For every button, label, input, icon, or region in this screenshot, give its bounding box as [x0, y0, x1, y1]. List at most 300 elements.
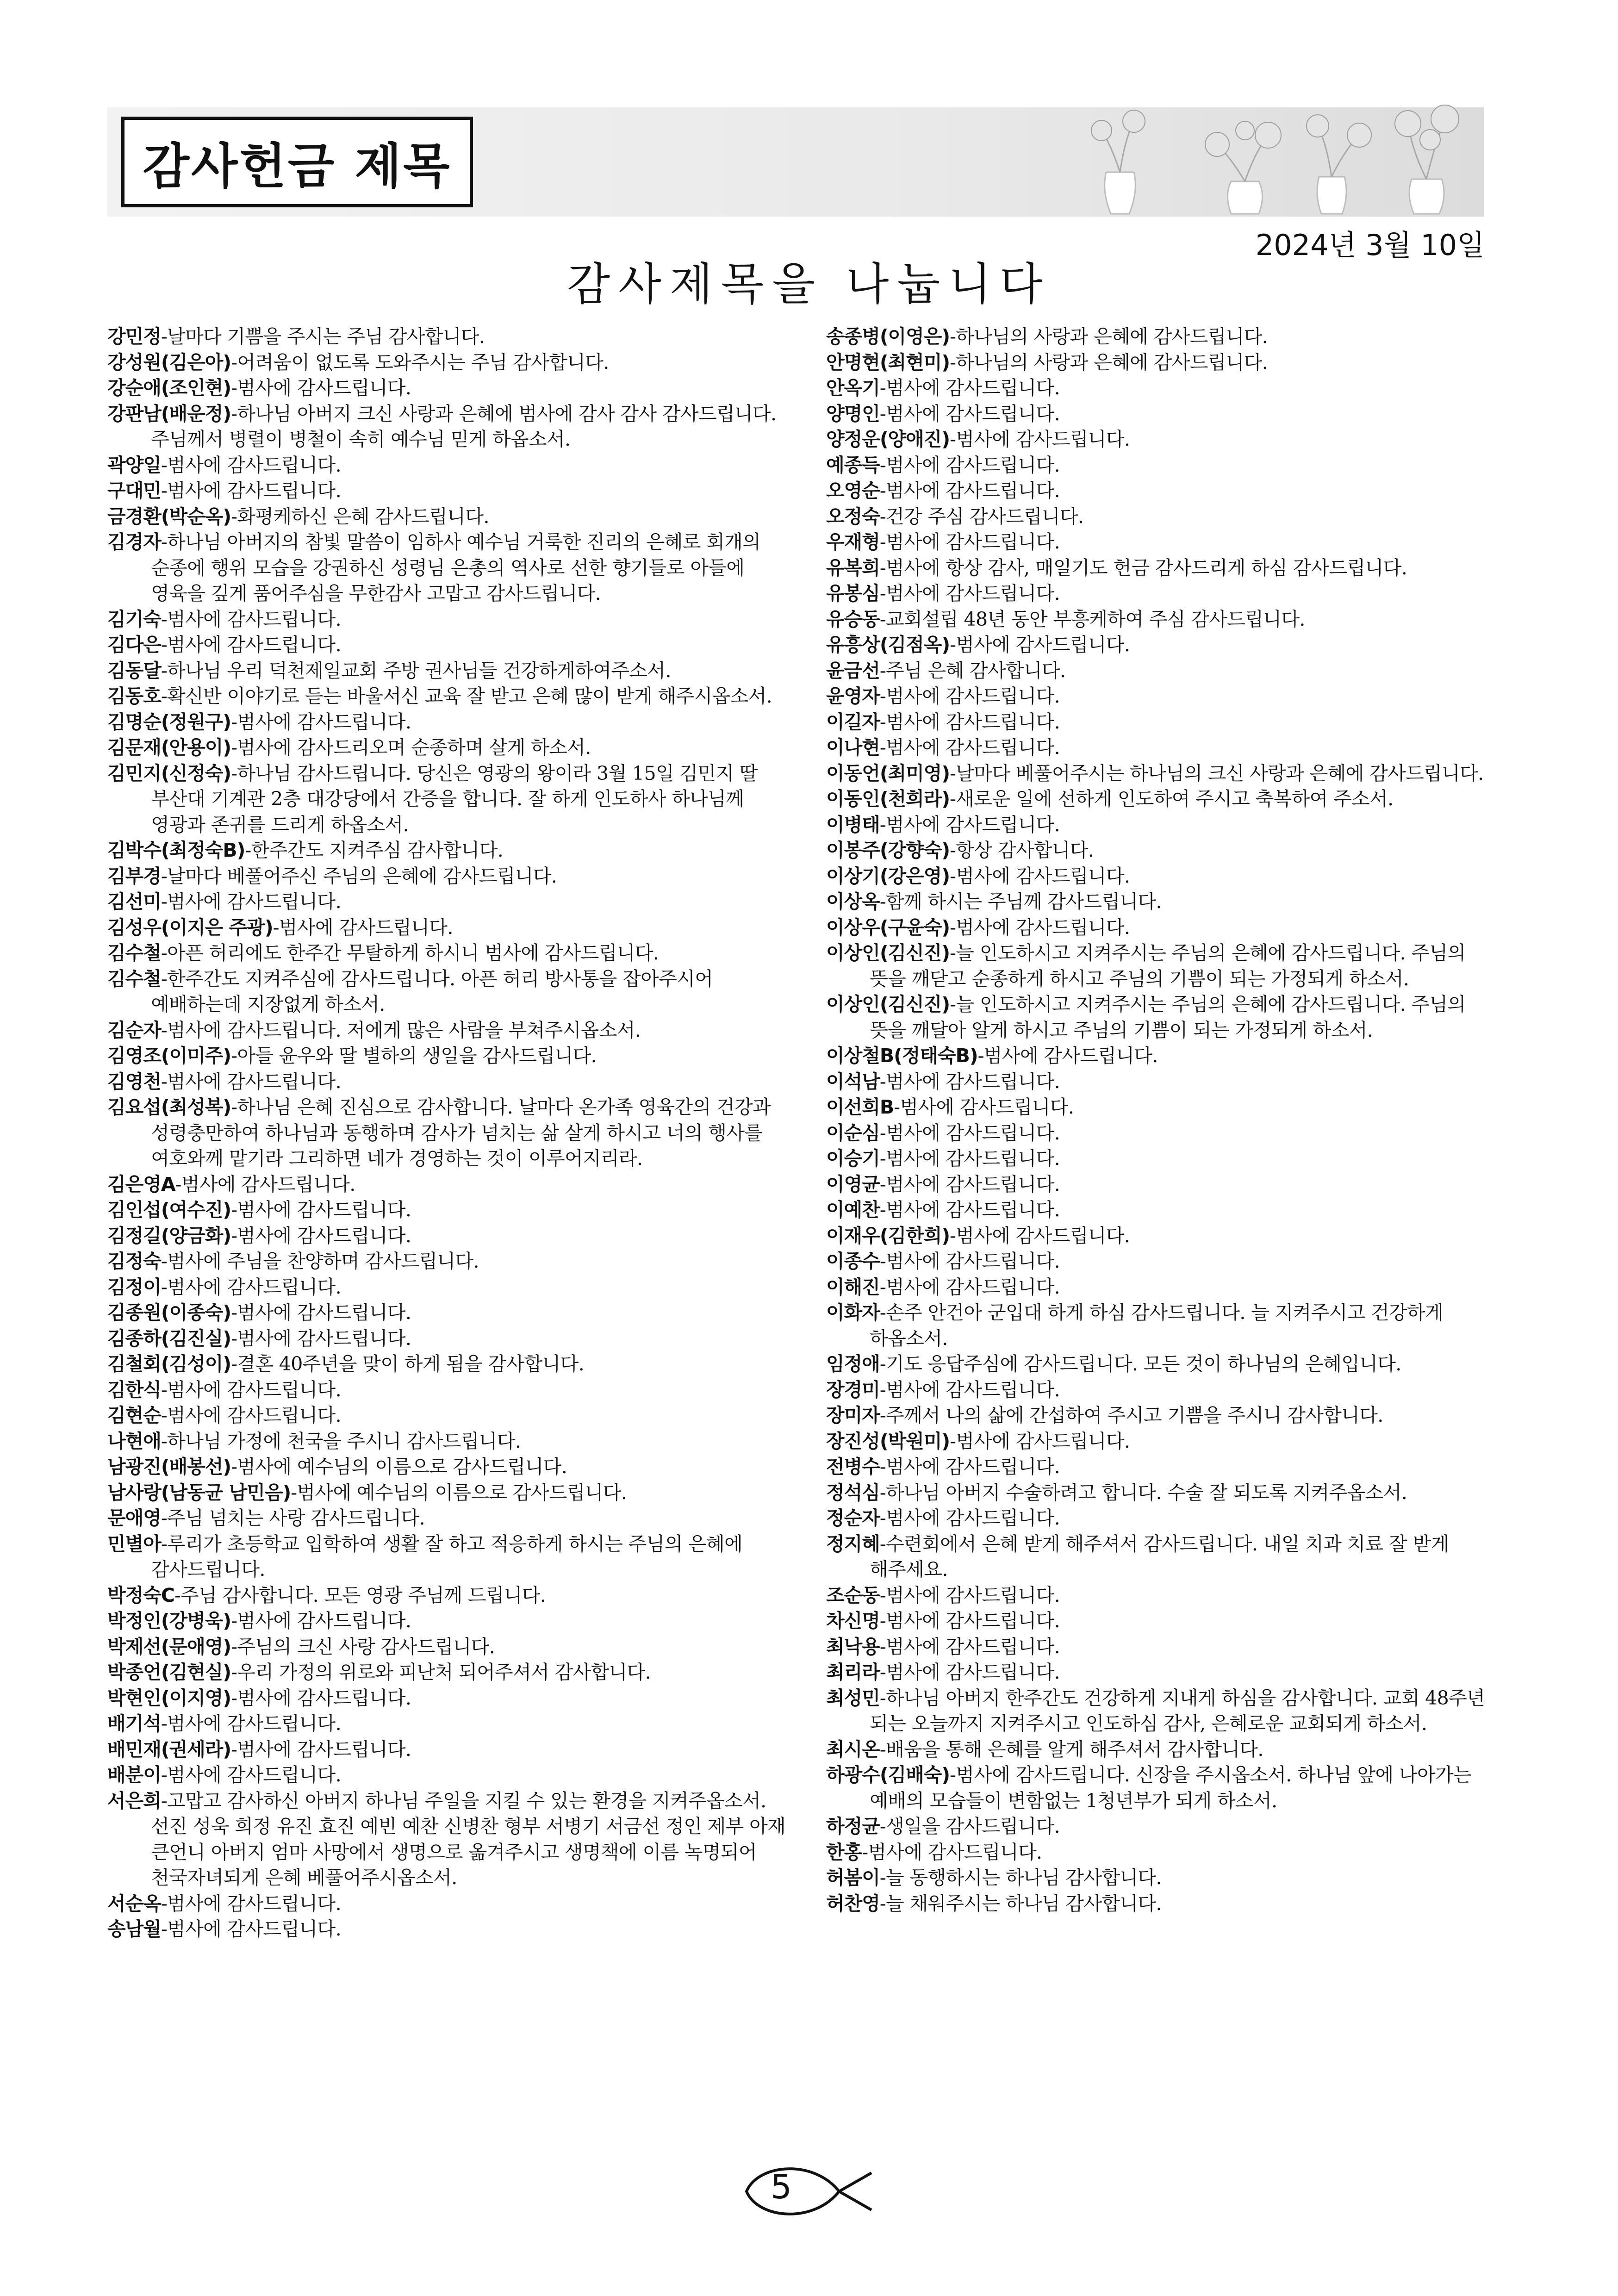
- entry-name: 이순심: [826, 1121, 880, 1144]
- thanksgiving-entry: [107, 1891, 788, 1917]
- entry-text: -범사에 감사드립니다.: [879, 377, 1060, 399]
- entry-text: -범사에 감사드립니다.: [879, 479, 1060, 502]
- entry-name: 박현인(이지영): [107, 1686, 231, 1709]
- thanksgiving-entry: [826, 1146, 1506, 1172]
- entry-name: 허봄이: [826, 1867, 880, 1889]
- thanksgiving-entry: [107, 940, 788, 966]
- entry-name: 차신명: [826, 1610, 880, 1632]
- entry-text: -범사에 감사드립니다.: [161, 479, 342, 502]
- entry-name: 김현순: [107, 1404, 161, 1426]
- entry-text: -수련회에서 은혜 받게 해주셔서 감사드립니다. 내일 치과 치료 잘 받게 해주세요.: [870, 1532, 1449, 1580]
- thanksgiving-entry: [107, 401, 788, 453]
- entry-text: -어려움이 없도록 도와주시는 주님 감사합니다.: [231, 351, 609, 373]
- entry-text: -하나님 아버지의 참빛 말씀이 임하사 예수님 거룩한 진리의 은혜로 회개의 순종에 행위 모습을 강권하신 성령님 은총의 역사로 선한 향기들로 아들에 영육을 깊게 품어주심을 무한감사 고맙고 감사드립니다.: [151, 531, 761, 604]
- entry-name: 이상기(강은영): [826, 865, 950, 887]
- entry-text: -범사에 감사드립니다.: [977, 1045, 1158, 1067]
- thanksgiving-entry: [107, 324, 788, 350]
- entry-text: -범사에 감사드립니다.: [161, 454, 342, 476]
- thanksgiving-entry: [107, 1480, 788, 1506]
- thanksgiving-entry: [107, 684, 788, 709]
- thanksgiving-entry: [826, 1197, 1506, 1223]
- right-column: [826, 324, 1506, 1916]
- thanksgiving-entry: [107, 607, 788, 633]
- thanksgiving-entry: [826, 786, 1506, 812]
- entry-text: -범사에 감사드립니다.: [879, 1147, 1060, 1170]
- entry-text: -늘 인도하시고 지켜주시는 주님의 은혜에 감사드립니다. 주님의 뜻을 깨달아 알게 하시고 주님의 기쁨이 되는 가정되게 하소서.: [870, 993, 1466, 1041]
- thanksgiving-entry: [826, 838, 1506, 864]
- thanksgiving-entry: [826, 1120, 1506, 1146]
- entry-text: -범사에 감사드립니다.: [231, 1327, 411, 1350]
- entry-name: 한홍: [826, 1841, 862, 1863]
- entry-name: 배기석: [107, 1712, 161, 1735]
- thanksgiving-entry: [107, 1788, 788, 1891]
- entry-text: -범사에 감사드립니다.: [231, 1610, 411, 1632]
- entry-text: -범사에 감사드립니다.: [231, 1301, 411, 1324]
- entry-text: -범사에 감사드립니다.: [273, 916, 453, 939]
- entry-name: 안옥기: [826, 377, 880, 399]
- entry-name: 김부경: [107, 865, 161, 887]
- entry-name: 이동인(천희라): [826, 788, 950, 810]
- thanksgiving-entry: [107, 375, 788, 401]
- entry-name: 김한식: [107, 1378, 161, 1401]
- entry-name: 유복희: [826, 556, 880, 579]
- entry-name: 김철회(김성이): [107, 1353, 231, 1375]
- entry-name: 이영균: [826, 1173, 880, 1195]
- entry-name: 김성우(이지은 주광): [107, 916, 273, 939]
- entry-name: 양명인: [826, 402, 880, 425]
- entry-text: -화평케하신 은혜 감사드립니다.: [231, 505, 489, 528]
- entry-name: 오영순: [826, 479, 880, 502]
- thanksgiving-entry: [107, 838, 788, 864]
- thanksgiving-entry: [107, 1377, 788, 1403]
- thanksgiving-entry: [826, 1300, 1506, 1351]
- entry-name: 이봉주(강향숙): [826, 839, 950, 861]
- entry-text: -주님 감사합니다. 모든 영광 주님께 드립니다.: [174, 1584, 546, 1606]
- thanksgiving-entry: [826, 478, 1506, 504]
- entry-name: 임정애: [826, 1353, 880, 1375]
- thanksgiving-entry: [107, 1916, 788, 1942]
- thanksgiving-entry: [107, 1506, 788, 1531]
- entry-text: -범사에 감사드립니다.: [231, 377, 411, 399]
- entry-text: -늘 인도하시고 지켜주시는 주님의 은혜에 감사드립니다. 주님의 뜻을 깨닫고 순종하게 하시고 주님의 기쁨이 되는 가정되게 하소서.: [870, 942, 1466, 990]
- entry-text: -한주간도 지켜주심에 감사드립니다. 아픈 허리 방사통을 잡아주시어 예배하는데 지장없게 하소서.: [151, 967, 713, 1015]
- entry-text: -범사에 감사드립니다.: [950, 916, 1130, 939]
- entry-name: 강성원(김은아): [107, 351, 231, 373]
- entry-name: 김다은: [107, 634, 161, 656]
- entry-text: -범사에 감사드립니다.: [879, 454, 1060, 476]
- thanksgiving-entry: [826, 658, 1506, 684]
- thanksgiving-entry: [107, 658, 788, 684]
- thanksgiving-entry: [826, 427, 1506, 453]
- entry-name: 나현애: [107, 1430, 161, 1452]
- entry-text: -하나님 아버지 한주간도 건강하게 지내게 하심을 감사합니다. 교회 48주년 되는 오늘까지 지켜주시고 인도하심 감사, 은혜로운 교회되게 하소서.: [870, 1686, 1485, 1735]
- thanksgiving-entry: [826, 1608, 1506, 1634]
- thanksgiving-entry: [107, 1069, 788, 1095]
- thanksgiving-entry: [826, 1814, 1506, 1840]
- thanksgiving-entry: [107, 1762, 788, 1788]
- entry-name: 이나현: [826, 736, 880, 759]
- thanksgiving-entry: [826, 1660, 1506, 1686]
- entry-text: -범사에 감사드립니다.: [879, 1070, 1060, 1093]
- entry-text: -확신반 이야기로 듣는 바울서신 교육 잘 받고 은혜 많이 받게 해주시옵소서.: [161, 685, 772, 707]
- entry-name: 이예찬: [826, 1199, 880, 1221]
- entry-text: -범사에 감사드립니다.: [161, 890, 342, 913]
- thanksgiving-entry: [826, 915, 1506, 941]
- entry-name: 유봉심: [826, 582, 880, 604]
- entry-name: 허찬영: [826, 1892, 880, 1915]
- entry-name: 김정길(양금화): [107, 1224, 231, 1247]
- entry-name: 남광진(배봉선): [107, 1456, 231, 1478]
- entry-name: 김수철: [107, 967, 161, 990]
- entry-name: 최성민: [826, 1686, 880, 1709]
- thanksgiving-entry: [826, 1351, 1506, 1377]
- thanksgiving-entry: [826, 1069, 1506, 1095]
- entry-name: 김수철: [107, 942, 161, 964]
- page-title: 감사헌금 제목: [121, 117, 473, 207]
- entry-text: -범사에 감사드립니다.: [950, 634, 1130, 656]
- thanksgiving-entry: [826, 350, 1506, 376]
- entry-name: 김인섭(여수진): [107, 1199, 231, 1221]
- thanksgiving-entry: [107, 504, 788, 530]
- entry-name: 강민정: [107, 325, 161, 348]
- thanksgiving-entry: [826, 1223, 1506, 1249]
- entry-text: -범사에 감사드립니다.: [231, 1738, 411, 1761]
- entry-text: -범사에 감사드립니다.: [879, 1635, 1060, 1658]
- entry-name: 김종원(이종숙): [107, 1301, 231, 1324]
- entry-name: 서순옥: [107, 1892, 161, 1915]
- entry-name: 이재우(김한희): [826, 1224, 950, 1247]
- entry-name: 유흥상(김점옥): [826, 634, 950, 656]
- entry-text: -범사에 감사드립니다.: [231, 1224, 411, 1247]
- thanksgiving-entry: [826, 1506, 1506, 1531]
- thanksgiving-entry: [107, 1223, 788, 1249]
- entry-text: -범사에 감사드립니다.: [231, 1199, 411, 1221]
- thanksgiving-entry: [826, 864, 1506, 890]
- entry-name: 김은영A: [107, 1173, 175, 1195]
- entry-name: 박제선(문애영): [107, 1635, 231, 1658]
- entry-text: -범사에 감사드립니다.: [950, 1224, 1130, 1247]
- flower-vases-illustration: [1078, 103, 1486, 217]
- thanksgiving-entry: [107, 966, 788, 1018]
- thanksgiving-entry: [826, 607, 1506, 633]
- entry-text: -하나님의 사랑과 은혜에 감사드립니다.: [950, 351, 1268, 373]
- entry-name: 민별아: [107, 1532, 161, 1555]
- entry-name: 김박수(최정숙B): [107, 839, 245, 861]
- entry-text: -건강 주심 감사드립니다.: [879, 505, 1084, 528]
- thanksgiving-entry: [107, 864, 788, 890]
- entry-text: -범사에 감사드립니다.: [950, 865, 1130, 887]
- entry-text: -범사에 감사드립니다.: [879, 1456, 1060, 1478]
- entry-text: -한주간도 지켜주심 감사합니다.: [245, 839, 504, 861]
- entry-text: -범사에 감사드립니다.: [879, 582, 1060, 604]
- page-number-badge: [740, 2154, 878, 2228]
- entry-text: -범사에 감사드립니다.: [231, 710, 411, 733]
- entry-name: 하정균: [826, 1815, 880, 1837]
- entry-text: -범사에 감사드립니다.: [879, 1584, 1060, 1606]
- entry-name: 강순애(조인현): [107, 377, 231, 399]
- entry-name: 김명순(정원구): [107, 710, 231, 733]
- entry-text: -범사에 감사드립니다.: [879, 1507, 1060, 1529]
- thanksgiving-entry: [107, 1172, 788, 1198]
- thanksgiving-entry: [826, 581, 1506, 607]
- thanksgiving-entry: [826, 1429, 1506, 1455]
- entry-text: -범사에 감사드립니다.: [161, 1918, 342, 1940]
- thanksgiving-entry: [107, 889, 788, 915]
- thanksgiving-entry: [826, 1737, 1506, 1763]
- thanksgiving-entry: [107, 1660, 788, 1686]
- entry-text: -루리가 초등학교 입학하여 생활 잘 하고 적응하게 하시는 주님의 은혜에 감사드립니다.: [151, 1532, 743, 1580]
- entry-text: -아픈 허리에도 한주간 무탈하게 하시니 범사에 감사드립니다.: [161, 942, 659, 964]
- thanksgiving-entry: [107, 1711, 788, 1737]
- entry-text: -범사에 감사드립니다.: [175, 1173, 355, 1195]
- thanksgiving-entry: [826, 1762, 1506, 1814]
- entry-name: 이상인(김신진): [826, 942, 950, 964]
- thanksgiving-entry: [107, 1531, 788, 1583]
- thanksgiving-entry: [826, 812, 1506, 838]
- entry-text: -범사에 감사드립니다.: [161, 1276, 342, 1298]
- entry-text: -범사에 감사드립니다.: [879, 1250, 1060, 1272]
- entry-text: -날마다 기쁨을 주시는 주님 감사합니다.: [161, 325, 485, 348]
- entry-name: 박종언(김현실): [107, 1661, 231, 1683]
- entry-name: 김기숙: [107, 608, 161, 630]
- entry-text: -범사에 감사드립니다.: [161, 1764, 342, 1786]
- entry-name: 김영천: [107, 1070, 161, 1093]
- thanksgiving-entry: [826, 761, 1506, 787]
- entry-text: -범사에 감사드립니다.: [862, 1841, 1042, 1863]
- entry-name: 이승기: [826, 1147, 880, 1170]
- entry-text: -기도 응답주심에 감사드립니다. 모든 것이 하나님의 은혜입니다.: [879, 1353, 1401, 1375]
- entry-text: -범사에 감사드립니다.: [231, 1686, 411, 1709]
- thanksgiving-entry: [826, 1840, 1506, 1866]
- entry-name: 이선희B: [826, 1096, 894, 1118]
- thanksgiving-entry: [107, 1249, 788, 1275]
- entry-text: -하나님 우리 덕천제일교회 주방 권사님들 건강하게하여주소서.: [161, 659, 671, 682]
- entry-text: -범사에 감사드립니다.: [879, 1378, 1060, 1401]
- entry-name: 김요섭(최성복): [107, 1096, 231, 1118]
- entry-name: 이석남: [826, 1070, 880, 1093]
- entry-text: -우리 가정의 위로와 피난처 되어주셔서 감사합니다.: [231, 1661, 651, 1683]
- entry-name: 하광수(김배숙): [826, 1764, 950, 1786]
- entry-name: 장진성(박원미): [826, 1430, 950, 1452]
- thanksgiving-entry: [826, 324, 1506, 350]
- entry-text: -하나님 아버지 크신 사랑과 은혜에 범사에 감사 감사 감사드립니다. 주님께서 병렬이 병철이 속히 예수님 믿게 하옵소서.: [151, 402, 777, 450]
- entry-name: 최시온: [826, 1738, 880, 1761]
- entry-name: 배분이: [107, 1764, 161, 1786]
- thanksgiving-entry: [107, 1043, 788, 1069]
- thanksgiving-entry: [107, 1583, 788, 1609]
- entry-name: 정지혜: [826, 1532, 880, 1555]
- entry-name: 이상우(구윤숙): [826, 916, 950, 939]
- thanksgiving-entry: [826, 1249, 1506, 1275]
- entry-text: -범사에 감사드립니다. 저에게 많은 사람을 부쳐주시옵소서.: [161, 1019, 641, 1041]
- entry-name: 이종수: [826, 1250, 880, 1272]
- thanksgiving-entry: [826, 1686, 1506, 1737]
- entry-text: -범사에 감사드립니다.: [879, 402, 1060, 425]
- entry-text: -늘 동행하시는 하나님 감사합니다.: [879, 1867, 1162, 1889]
- entry-text: -범사에 감사드립니다.: [161, 608, 342, 630]
- thanksgiving-entry: [107, 915, 788, 941]
- entry-text: -아들 윤우와 딸 별하의 생일을 감사드립니다.: [231, 1045, 597, 1067]
- entry-name: 서은희: [107, 1789, 161, 1812]
- thanksgiving-entry: [826, 1377, 1506, 1403]
- thanksgiving-entry: [826, 529, 1506, 555]
- thanksgiving-entry: [107, 1634, 788, 1660]
- thanksgiving-entry: [107, 1737, 788, 1763]
- entry-text: -범사에 감사드립니다.: [879, 710, 1060, 733]
- entry-name: 곽양일: [107, 454, 161, 476]
- entry-text: -항상 감사합니다.: [950, 839, 1094, 861]
- entry-name: 최리라: [826, 1661, 880, 1683]
- entry-text: -하나님 가정에 천국을 주시니 감사드립니다.: [161, 1430, 521, 1452]
- section-subtitle: 감사제목을 나눕니다: [567, 258, 1051, 310]
- entry-text: -범사에 감사드립니다.: [879, 531, 1060, 553]
- entry-name: 남사랑(남동균 남민음): [107, 1481, 291, 1504]
- thanksgiving-entry: [826, 684, 1506, 709]
- entry-text: -배움을 통해 은혜를 알게 해주셔서 감사합니다.: [879, 1738, 1263, 1761]
- entry-name: 안명현(최현미): [826, 351, 950, 373]
- entry-name: 유승동: [826, 608, 880, 630]
- entry-text: -범사에 감사드립니다.: [894, 1096, 1074, 1118]
- entry-text: -하나님의 사랑과 은혜에 감사드립니다.: [950, 325, 1268, 348]
- thanksgiving-entry: [826, 504, 1506, 530]
- thanksgiving-entry: [826, 401, 1506, 427]
- issue-date: 2024년 3월 10일: [1255, 228, 1485, 262]
- entry-text: -결혼 40주년을 맞이 하게 됨을 감사합니다.: [231, 1353, 585, 1375]
- thanksgiving-entry: [826, 940, 1506, 992]
- entry-name: 이병태: [826, 813, 880, 836]
- entry-name: 김정이: [107, 1276, 161, 1298]
- thanksgiving-entry: [107, 529, 788, 607]
- entry-name: 장미자: [826, 1404, 880, 1426]
- entry-name: 이상옥: [826, 890, 880, 913]
- entry-name: 김경자: [107, 531, 161, 553]
- entry-name: 이상철B(정태숙B): [826, 1045, 978, 1067]
- entry-name: 김종하(김진실): [107, 1327, 231, 1350]
- thanksgiving-entry: [107, 761, 788, 838]
- entry-text: -날마다 베풀어주시는 하나님의 크신 사랑과 은혜에 감사드립니다.: [950, 762, 1484, 784]
- thanksgiving-entry: [107, 632, 788, 658]
- entry-name: 양정운(양애진): [826, 428, 950, 450]
- entry-text: -범사에 예수님의 이름으로 감사드립니다.: [231, 1456, 567, 1478]
- entry-text: -범사에 감사드리오며 순종하며 살게 하소서.: [231, 736, 591, 759]
- entry-text: -주께서 나의 삶에 간섭하여 주시고 기쁨을 주시니 감사합니다.: [879, 1404, 1383, 1426]
- thanksgiving-entry: [826, 1095, 1506, 1120]
- entry-text: -범사에 감사드립니다. 신장을 주시옵소서. 하나님 앞에 나아가는 예배의 모습들이 변함없는 1청년부가 되게 하소서.: [870, 1764, 1471, 1812]
- entry-text: -범사에 감사드립니다.: [161, 634, 342, 656]
- thanksgiving-entry: [826, 1865, 1506, 1891]
- entry-text: -범사에 감사드립니다.: [161, 1404, 342, 1426]
- thanksgiving-entry: [107, 1326, 788, 1352]
- thanksgiving-entry: [826, 453, 1506, 479]
- thanksgiving-entry: [826, 1583, 1506, 1609]
- entry-text: -손주 안건아 군입대 하게 하심 감사드립니다. 늘 지켜주시고 건강하게 하옵소서.: [870, 1301, 1444, 1350]
- thanksgiving-entry: [107, 1018, 788, 1044]
- entry-name: 문애영: [107, 1507, 161, 1529]
- entry-name: 장경미: [826, 1378, 880, 1401]
- entry-name: 이동언(최미영): [826, 762, 950, 784]
- entry-name: 정순자: [826, 1507, 880, 1529]
- entry-name: 김동호: [107, 685, 161, 707]
- entry-text: -함께 하시는 주님께 감사드립니다.: [879, 890, 1162, 913]
- entry-text: -하나님 감사드립니다. 당신은 영광의 왕이라 3월 15일 김민지 딸 부산대 기계관 2층 대강당에서 간증을 합니다. 잘 하게 인도하사 하나님께 영광과 존귀를 드리게 하옵소서.: [151, 762, 758, 836]
- entry-name: 김문재(안용이): [107, 736, 231, 759]
- left-column: [107, 324, 788, 1942]
- entry-text: -범사에 감사드립니다.: [950, 428, 1130, 450]
- entry-text: -범사에 감사드립니다.: [879, 813, 1060, 836]
- entry-text: -범사에 감사드립니다.: [161, 1712, 342, 1735]
- entry-text: -늘 채워주시는 하나님 감사합니다.: [879, 1892, 1162, 1915]
- thanksgiving-entry: [826, 709, 1506, 735]
- thanksgiving-entry: [107, 1454, 788, 1480]
- thanksgiving-entry: [826, 1172, 1506, 1198]
- thanksgiving-entry: [826, 1634, 1506, 1660]
- thanksgiving-entry: [826, 1891, 1506, 1917]
- thanksgiving-entry: [107, 1429, 788, 1455]
- thanksgiving-entry: [107, 1686, 788, 1711]
- entry-name: 이상인(김신진): [826, 993, 950, 1015]
- entry-text: -범사에 감사드립니다.: [879, 736, 1060, 759]
- entry-text: -하나님 은혜 진심으로 감사합니다. 날마다 온가족 영육간의 건강과 성령충만하여 하나님과 동행하며 감사가 넘치는 삶 살게 하시고 너의 행사를 여호와께 맡기라 그리하면 네가 경영하는 것이 이루어지리라.: [151, 1096, 771, 1170]
- thanksgiving-entry: [826, 889, 1506, 915]
- thanksgiving-entry: [826, 555, 1506, 581]
- thanksgiving-entry: [107, 1608, 788, 1634]
- entry-name: 강판남(배운정): [107, 402, 231, 425]
- entry-name: 김영조(이미주): [107, 1045, 231, 1067]
- entry-name: 이해진: [826, 1276, 880, 1298]
- entry-text: -날마다 베풀어주신 주님의 은혜에 감사드립니다.: [161, 865, 557, 887]
- entry-text: -범사에 감사드립니다.: [879, 1610, 1060, 1632]
- thanksgiving-entry: [107, 1351, 788, 1377]
- entry-text: -범사에 감사드립니다.: [879, 1276, 1060, 1298]
- thanksgiving-entry: [826, 1275, 1506, 1300]
- entry-text: -고맙고 감사하신 아버지 하나님 주일을 지킬 수 있는 환경을 지켜주옵소서. 선진 성욱 희정 유진 효진 예빈 예찬 신병찬 형부 서병기 서금선 정인 제부 아재 큰언니 아버지 엄마 사망에서 생명으로 옮겨주시고 생명책에 이름 녹명되어 천국자녀되게 은혜 베풀어주시옵소서.: [151, 1789, 786, 1889]
- entry-text: -하나님 아버지 수술하려고 합니다. 수술 잘 되도록 지켜주옵소서.: [879, 1481, 1407, 1504]
- thanksgiving-entry: [107, 1275, 788, 1300]
- entry-name: 김동달: [107, 659, 161, 682]
- page-number: 5: [771, 2167, 792, 2206]
- entry-text: -범사에 항상 감사, 매일기도 헌금 감사드리게 하심 감사드립니다.: [879, 556, 1407, 579]
- thanksgiving-entry: [826, 1480, 1506, 1506]
- entry-text: -범사에 감사드립니다.: [879, 685, 1060, 707]
- entry-text: -범사에 감사드립니다.: [879, 1121, 1060, 1144]
- thanksgiving-entry: [826, 992, 1506, 1043]
- thanksgiving-entry: [107, 478, 788, 504]
- entry-text: -생일을 감사드립니다.: [879, 1815, 1060, 1837]
- entry-text: -주님의 크신 사랑 감사드립니다.: [231, 1635, 495, 1658]
- entry-name: 조순동: [826, 1584, 880, 1606]
- thanksgiving-entry: [826, 1043, 1506, 1069]
- thanksgiving-entry: [107, 1095, 788, 1172]
- thanksgiving-entry: [107, 1403, 788, 1429]
- entry-name: 예종득: [826, 454, 880, 476]
- thanksgiving-entry: [826, 735, 1506, 761]
- entry-name: 우재형: [826, 531, 880, 553]
- thanksgiving-entry: [107, 453, 788, 479]
- entry-name: 정석심: [826, 1481, 880, 1504]
- entry-name: 이길자: [826, 710, 880, 733]
- thanksgiving-entry: [826, 1531, 1506, 1583]
- thanksgiving-entry: [107, 350, 788, 376]
- entry-name: 박정인(강병욱): [107, 1610, 231, 1632]
- entry-name: 김순자: [107, 1019, 161, 1041]
- thanksgiving-entry: [826, 1454, 1506, 1480]
- entry-name: 윤영자: [826, 685, 880, 707]
- thanksgiving-entry: [107, 709, 788, 735]
- entry-text: -범사에 감사드립니다.: [879, 1173, 1060, 1195]
- entry-text: -범사에 감사드립니다.: [879, 1661, 1060, 1683]
- entry-text: -범사에 감사드립니다.: [161, 1378, 342, 1401]
- entry-text: -범사에 감사드립니다.: [161, 1892, 342, 1915]
